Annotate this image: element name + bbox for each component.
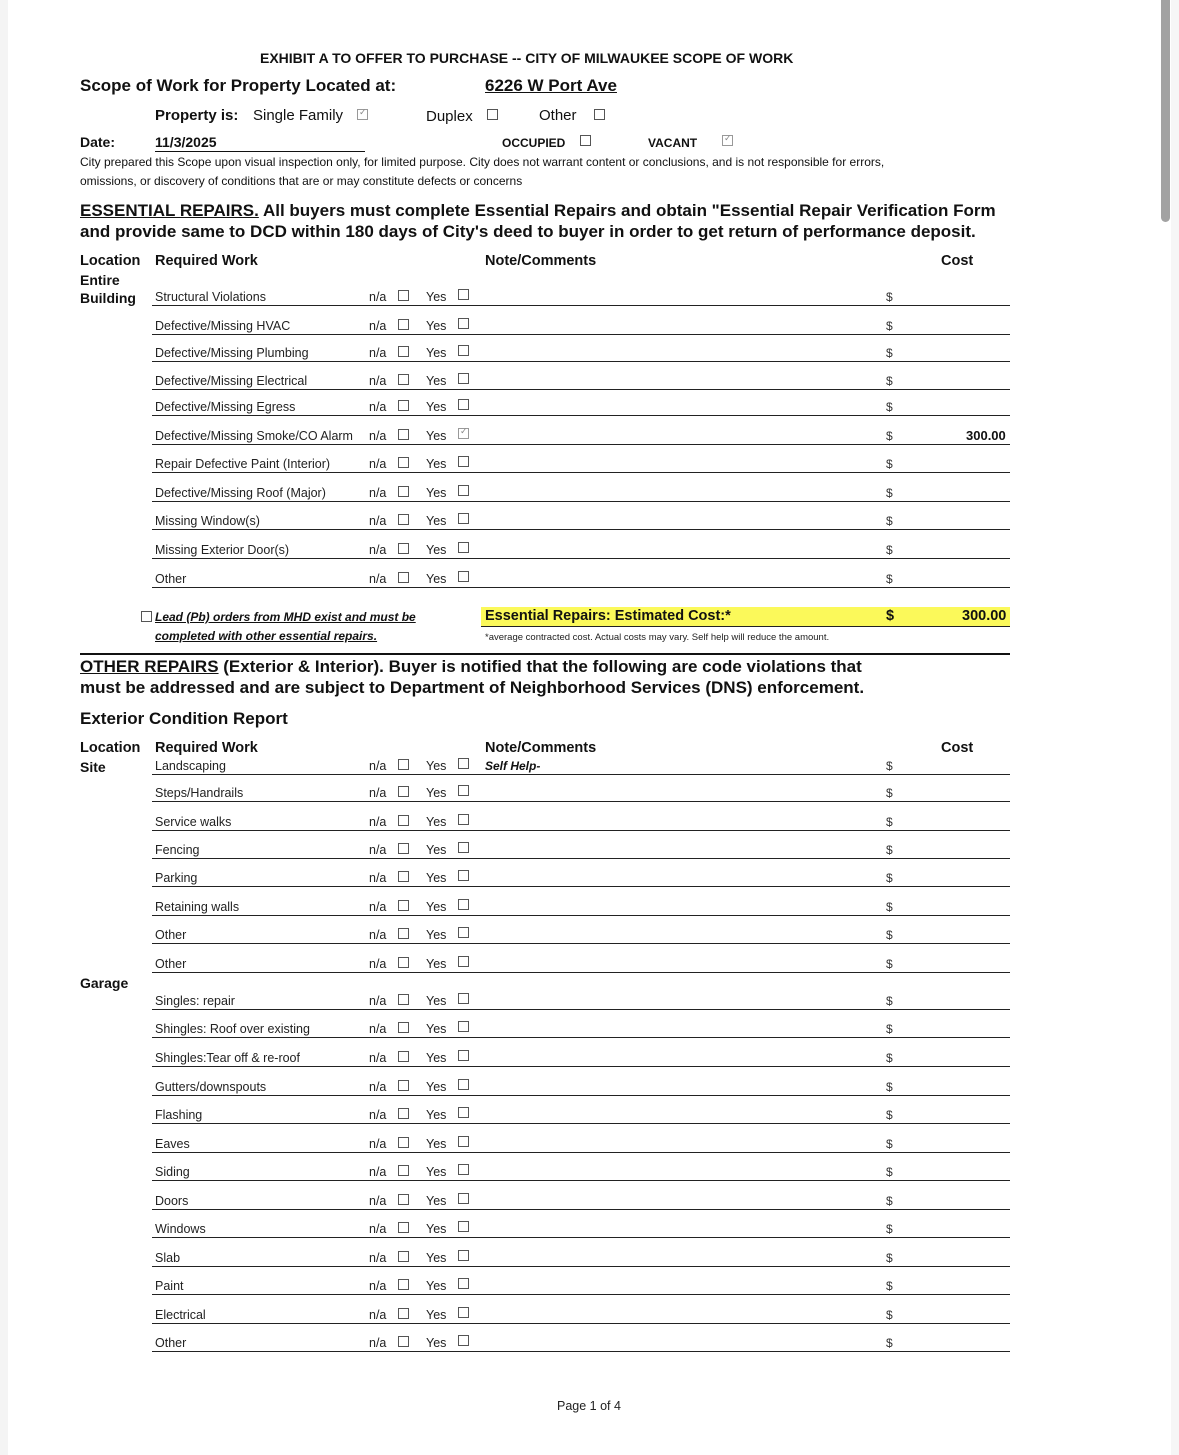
cost-currency: $ xyxy=(886,346,893,360)
essential-repairs-heading-line-2: and provide same to DCD within 180 days of City's deed to buyer in order to get return of performance deposit. xyxy=(80,222,976,241)
yes-label: Yes xyxy=(426,1308,447,1322)
cost-currency: $ xyxy=(886,1051,893,1065)
ext-col-location: Location xyxy=(80,740,141,756)
na-label: n/a xyxy=(369,928,387,942)
row-underline xyxy=(152,501,1010,502)
cost-currency: $ xyxy=(886,290,893,304)
other-repairs-title: OTHER REPAIRS xyxy=(80,657,219,676)
yes-label: Yes xyxy=(426,815,447,829)
yes-label: Yes xyxy=(426,374,447,388)
other-property-checkbox[interactable] xyxy=(594,109,605,120)
yes-label: Yes xyxy=(426,1279,447,1293)
na-label: n/a xyxy=(369,1308,387,1322)
required-work-label: Service walks xyxy=(155,815,232,829)
na-label: n/a xyxy=(369,843,387,857)
row-underline xyxy=(152,915,1010,916)
yes-checkbox[interactable] xyxy=(458,1221,469,1232)
na-checkbox[interactable] xyxy=(398,786,409,797)
option-single-family-label: Single Family xyxy=(253,107,344,124)
row-underline xyxy=(152,972,1010,973)
required-work-label: Missing Exterior Door(s) xyxy=(155,543,290,557)
yes-checkbox[interactable] xyxy=(458,870,469,881)
yes-checkbox[interactable] xyxy=(458,1164,469,1175)
yes-checkbox[interactable] xyxy=(458,318,469,329)
yes-label: Yes xyxy=(426,786,447,800)
required-work-label: Steps/Handrails xyxy=(155,786,244,800)
row-underline xyxy=(152,1351,1010,1352)
yes-checkbox[interactable] xyxy=(458,1021,469,1032)
estimated-cost-currency: $ xyxy=(886,608,895,624)
row-underline xyxy=(152,1209,1010,1210)
na-checkbox[interactable] xyxy=(398,1022,409,1033)
row-underline xyxy=(152,1009,1010,1010)
yes-label: Yes xyxy=(426,486,447,500)
na-checkbox[interactable] xyxy=(398,1194,409,1205)
na-checkbox[interactable] xyxy=(398,1108,409,1119)
na-checkbox[interactable] xyxy=(398,1137,409,1148)
yes-label: Yes xyxy=(426,1108,447,1122)
na-checkbox[interactable] xyxy=(398,1308,409,1319)
ext-col-required-work: Required Work xyxy=(155,740,258,756)
na-label: n/a xyxy=(369,900,387,914)
cost-currency: $ xyxy=(886,1251,893,1265)
yes-checkbox[interactable] xyxy=(458,571,469,582)
yes-label: Yes xyxy=(426,957,447,971)
row-underline xyxy=(152,444,1010,445)
cost-currency: $ xyxy=(886,1080,893,1094)
option-other-label: Other xyxy=(539,107,577,124)
na-checkbox[interactable] xyxy=(398,457,409,468)
required-work-label: Repair Defective Paint (Interior) xyxy=(155,457,331,471)
location-garage: Garage xyxy=(80,975,129,991)
essential-repairs-text: All buyers must complete Essential Repairs and obtain "Essential Repair Verification Form xyxy=(258,201,996,220)
location-building: Building xyxy=(80,290,136,306)
cost-currency: $ xyxy=(886,928,893,942)
na-checkbox[interactable] xyxy=(398,290,409,301)
na-label: n/a xyxy=(369,1222,387,1236)
row-underline xyxy=(152,1123,1010,1124)
cost-currency: $ xyxy=(886,1279,893,1293)
na-label: n/a xyxy=(369,374,387,388)
required-work-label: Windows xyxy=(155,1222,206,1236)
cost-currency: $ xyxy=(886,400,893,414)
yes-checkbox[interactable] xyxy=(458,289,469,300)
na-label: n/a xyxy=(369,290,387,304)
exterior-condition-title: Exterior Condition Report xyxy=(80,709,288,728)
row-underline xyxy=(152,1180,1010,1181)
na-label: n/a xyxy=(369,1108,387,1122)
required-work-label: Siding xyxy=(155,1165,190,1179)
required-work-label: Landscaping xyxy=(155,759,226,773)
na-label: n/a xyxy=(369,786,387,800)
na-label: n/a xyxy=(369,1336,387,1350)
required-work-label: Electrical xyxy=(155,1308,206,1322)
na-checkbox[interactable] xyxy=(398,346,409,357)
ext-col-notes: Note/Comments xyxy=(485,740,597,756)
na-label: n/a xyxy=(369,1051,387,1065)
na-label: n/a xyxy=(369,1080,387,1094)
property-address: 6226 W Port Ave xyxy=(485,76,617,95)
na-checkbox[interactable] xyxy=(398,400,409,411)
yes-checkbox[interactable] xyxy=(458,842,469,853)
na-checkbox[interactable] xyxy=(398,759,409,770)
lead-note-line-2: completed with other essential repairs. xyxy=(155,629,378,643)
na-checkbox[interactable] xyxy=(398,928,409,939)
na-label: n/a xyxy=(369,543,387,557)
na-label: n/a xyxy=(369,1194,387,1208)
required-work-label: Doors xyxy=(155,1194,189,1208)
disclaimer-line-1: City prepared this Scope upon visual inspection only, for limited purpose. City does not warrant content or conclusions, and is not responsible for errors, xyxy=(80,155,885,169)
yes-checkbox[interactable] xyxy=(458,542,469,553)
essential-repairs-heading-line-1 xyxy=(80,200,996,221)
row-underline xyxy=(152,415,1010,416)
duplex-checkbox[interactable] xyxy=(487,109,498,120)
row-underline xyxy=(152,858,1010,859)
cost-currency: $ xyxy=(886,759,893,773)
na-checkbox[interactable] xyxy=(398,543,409,554)
na-checkbox[interactable] xyxy=(398,429,409,440)
yes-label: Yes xyxy=(426,1165,447,1179)
required-work-label: Defective/Missing Plumbing xyxy=(155,346,309,360)
section-divider xyxy=(80,653,1010,655)
yes-label: Yes xyxy=(426,346,447,360)
row-underline xyxy=(152,305,1010,306)
yes-checkbox[interactable] xyxy=(458,1136,469,1147)
row-underline xyxy=(152,774,1010,775)
cost-currency: $ xyxy=(886,1108,893,1122)
exhibit-title: EXHIBIT A TO OFFER TO PURCHASE -- CITY OF MILWAUKEE SCOPE OF WORK xyxy=(260,50,794,66)
na-label: n/a xyxy=(369,486,387,500)
na-checkbox[interactable] xyxy=(398,1165,409,1176)
na-label: n/a xyxy=(369,1279,387,1293)
required-work-label: Singles: repair xyxy=(155,994,235,1008)
required-work-label: Other xyxy=(155,957,187,971)
estimated-cost-label: Essential Repairs: Estimated Cost:* xyxy=(485,608,731,624)
other-repairs-heading-line-2: must be addressed and are subject to Department of Neighborhood Services (DNS) enforcement. xyxy=(80,678,865,697)
na-label: n/a xyxy=(369,759,387,773)
cost-currency: $ xyxy=(886,957,893,971)
col-notes: Note/Comments xyxy=(485,253,597,269)
yes-label: Yes xyxy=(426,290,447,304)
yes-label: Yes xyxy=(426,843,447,857)
yes-checkbox[interactable] xyxy=(458,1050,469,1061)
cost-currency: $ xyxy=(886,486,893,500)
cost-currency: $ xyxy=(886,1222,893,1236)
yes-label: Yes xyxy=(426,1137,447,1151)
row-underline xyxy=(152,1237,1010,1238)
required-work-label: Eaves xyxy=(155,1137,190,1151)
row-underline xyxy=(152,389,1010,390)
yes-label: Yes xyxy=(426,319,447,333)
yes-checkbox[interactable] xyxy=(458,456,469,467)
row-underline xyxy=(152,1095,1010,1096)
cost-currency: $ xyxy=(886,374,893,388)
required-work-label: Paint xyxy=(155,1279,184,1293)
required-work-label: Shingles: Roof over existing xyxy=(155,1022,310,1036)
required-work-label: Gutters/downspouts xyxy=(155,1080,267,1094)
lead-note-line-1: Lead (Pb) orders from MHD exist and must be xyxy=(155,610,416,624)
yes-label: Yes xyxy=(426,1080,447,1094)
yes-label: Yes xyxy=(426,429,447,443)
na-label: n/a xyxy=(369,514,387,528)
cost-currency: $ xyxy=(886,1194,893,1208)
yes-checkbox[interactable] xyxy=(458,956,469,967)
yes-label: Yes xyxy=(426,1022,447,1036)
yes-label: Yes xyxy=(426,1051,447,1065)
na-checkbox[interactable] xyxy=(398,1336,409,1347)
cost-currency: $ xyxy=(886,1137,893,1151)
estimated-cost-footnote: *average contracted cost. Actual costs may vary. Self help will reduce the amount. xyxy=(485,632,830,643)
yes-label: Yes xyxy=(426,457,447,471)
vacant-label: VACANT xyxy=(648,136,698,150)
yes-checkbox[interactable] xyxy=(458,1335,469,1346)
date-label: Date: xyxy=(80,134,116,150)
required-work-label: Slab xyxy=(155,1251,181,1265)
na-label: n/a xyxy=(369,346,387,360)
na-checkbox[interactable] xyxy=(398,486,409,497)
location-site: Site xyxy=(80,759,106,775)
required-work-label: Other xyxy=(155,1336,187,1350)
row-underline xyxy=(152,361,1010,362)
required-work-label: Other xyxy=(155,572,187,586)
row-underline xyxy=(152,1266,1010,1267)
required-work-label: Parking xyxy=(155,871,198,885)
row-underline xyxy=(152,1294,1010,1295)
yes-label: Yes xyxy=(426,514,447,528)
na-label: n/a xyxy=(369,429,387,443)
note-comment[interactable]: Self Help- xyxy=(485,759,541,773)
other-repairs-heading-line-1 xyxy=(80,656,862,677)
na-label: n/a xyxy=(369,1022,387,1036)
estimated-cost-total: 300.00 xyxy=(962,608,1007,624)
na-checkbox[interactable] xyxy=(398,319,409,330)
na-checkbox[interactable] xyxy=(398,957,409,968)
na-checkbox[interactable] xyxy=(398,900,409,911)
property-is-label: Property is: xyxy=(155,107,239,124)
na-checkbox[interactable] xyxy=(398,572,409,583)
row-underline xyxy=(152,1037,1010,1038)
cost-currency: $ xyxy=(886,786,893,800)
yes-checkbox[interactable] xyxy=(458,1250,469,1261)
na-label: n/a xyxy=(369,572,387,586)
yes-checkbox[interactable] xyxy=(458,485,469,496)
required-work-label: Flashing xyxy=(155,1108,203,1122)
cost-currency: $ xyxy=(886,815,893,829)
yes-checkbox[interactable] xyxy=(458,814,469,825)
option-duplex-label: Duplex xyxy=(426,108,473,125)
required-work-label: Missing Window(s) xyxy=(155,514,260,528)
yes-checkbox[interactable] xyxy=(458,1079,469,1090)
row-underline xyxy=(152,1152,1010,1153)
na-checkbox[interactable] xyxy=(398,1051,409,1062)
required-work-label: Other xyxy=(155,928,187,942)
yes-checkbox[interactable] xyxy=(458,785,469,796)
na-checkbox[interactable] xyxy=(398,871,409,882)
col-location: Location xyxy=(80,253,141,269)
col-cost: Cost xyxy=(941,253,974,269)
col-required-work: Required Work xyxy=(155,253,258,269)
cost-currency: $ xyxy=(886,1308,893,1322)
required-work-label: Defective/Missing Egress xyxy=(155,400,296,414)
yes-checkbox[interactable] xyxy=(458,1193,469,1204)
row-underline xyxy=(152,529,1010,530)
cost-currency: $ xyxy=(886,319,893,333)
yes-label: Yes xyxy=(426,928,447,942)
cost-currency: $ xyxy=(886,843,893,857)
yes-label: Yes xyxy=(426,994,447,1008)
cost-currency: $ xyxy=(886,457,893,471)
single-family-checkbox[interactable] xyxy=(357,109,368,120)
other-repairs-text: (Exterior & Interior). Buyer is notified that the following are code violations that xyxy=(218,657,862,676)
yes-checkbox[interactable] xyxy=(458,513,469,524)
row-underline xyxy=(152,801,1010,802)
page-indicator: Page 1 of 4 xyxy=(557,1399,621,1413)
yes-label: Yes xyxy=(426,759,447,773)
location-entire: Entire xyxy=(80,272,120,288)
cost-currency: $ xyxy=(886,1165,893,1179)
na-label: n/a xyxy=(369,957,387,971)
na-checkbox[interactable] xyxy=(398,1279,409,1290)
required-work-label: Fencing xyxy=(155,843,200,857)
scope-label: Scope of Work for Property Located at: xyxy=(80,76,397,95)
cost-value[interactable]: 300.00 xyxy=(966,428,1006,443)
cost-currency: $ xyxy=(886,572,893,586)
na-label: n/a xyxy=(369,400,387,414)
yes-label: Yes xyxy=(426,871,447,885)
na-label: n/a xyxy=(369,1137,387,1151)
na-checkbox[interactable] xyxy=(398,1222,409,1233)
row-underline xyxy=(152,886,1010,887)
row-underline xyxy=(152,558,1010,559)
yes-label: Yes xyxy=(426,1336,447,1350)
cost-currency: $ xyxy=(886,429,893,443)
row-underline xyxy=(152,587,1010,588)
row-underline xyxy=(152,1066,1010,1067)
yes-checkbox[interactable] xyxy=(458,399,469,410)
yes-checkbox[interactable] xyxy=(458,1107,469,1118)
row-underline xyxy=(152,334,1010,335)
na-label: n/a xyxy=(369,994,387,1008)
na-checkbox[interactable] xyxy=(398,994,409,1005)
yes-label: Yes xyxy=(426,1251,447,1265)
na-label: n/a xyxy=(369,457,387,471)
yes-checkbox[interactable] xyxy=(458,345,469,356)
row-underline xyxy=(152,830,1010,831)
cost-currency: $ xyxy=(886,514,893,528)
yes-checkbox[interactable] xyxy=(458,1278,469,1289)
na-checkbox[interactable] xyxy=(398,1251,409,1262)
yes-checkbox[interactable] xyxy=(458,993,469,1004)
yes-checkbox[interactable] xyxy=(458,1307,469,1318)
cost-currency: $ xyxy=(886,871,893,885)
scrollbar-track[interactable] xyxy=(1171,0,1179,1455)
na-checkbox[interactable] xyxy=(398,514,409,525)
cost-currency: $ xyxy=(886,994,893,1008)
occupied-label: OCCUPIED xyxy=(502,136,566,150)
cost-currency: $ xyxy=(886,543,893,557)
yes-checkbox[interactable] xyxy=(458,373,469,384)
na-label: n/a xyxy=(369,1165,387,1179)
na-checkbox[interactable] xyxy=(398,815,409,826)
cost-currency: $ xyxy=(886,900,893,914)
na-label: n/a xyxy=(369,1251,387,1265)
yes-checkbox[interactable] xyxy=(458,899,469,910)
lead-orders-checkbox[interactable] xyxy=(141,611,152,622)
na-label: n/a xyxy=(369,815,387,829)
na-checkbox[interactable] xyxy=(398,1080,409,1091)
ext-col-cost: Cost xyxy=(941,740,974,756)
yes-label: Yes xyxy=(426,900,447,914)
required-work-label: Defective/Missing Electrical xyxy=(155,374,308,388)
na-label: n/a xyxy=(369,319,387,333)
na-checkbox[interactable] xyxy=(398,374,409,385)
cost-currency: $ xyxy=(886,1336,893,1350)
na-checkbox[interactable] xyxy=(398,843,409,854)
yes-label: Yes xyxy=(426,572,447,586)
yes-checkbox[interactable] xyxy=(458,758,469,769)
vacant-checkbox[interactable] xyxy=(722,135,733,146)
required-work-label: Shingles:Tear off & re-roof xyxy=(155,1051,300,1065)
required-work-label: Structural Violations xyxy=(155,290,266,304)
yes-label: Yes xyxy=(426,400,447,414)
required-work-label: Defective/Missing Roof (Major) xyxy=(155,486,326,500)
date-field[interactable]: 11/3/2025 xyxy=(155,134,365,152)
yes-label: Yes xyxy=(426,543,447,557)
disclaimer-line-2: omissions, or discovery of conditions that are or may constitute defects or concerns xyxy=(80,174,523,188)
cost-currency: $ xyxy=(886,1022,893,1036)
essential-repairs-title: ESSENTIAL REPAIRS. xyxy=(80,201,259,220)
row-underline xyxy=(152,943,1010,944)
row-underline xyxy=(152,472,1010,473)
required-work-label: Retaining walls xyxy=(155,900,240,914)
required-work-label: Defective/Missing HVAC xyxy=(155,319,291,333)
required-work-label: Defective/Missing Smoke/CO Alarm xyxy=(155,429,353,443)
occupied-checkbox[interactable] xyxy=(580,135,591,146)
yes-label: Yes xyxy=(426,1194,447,1208)
scrollbar-thumb[interactable] xyxy=(1161,0,1170,222)
yes-checkbox[interactable] xyxy=(458,927,469,938)
row-underline xyxy=(152,1323,1010,1324)
yes-label: Yes xyxy=(426,1222,447,1236)
yes-checkbox[interactable] xyxy=(458,428,469,439)
na-label: n/a xyxy=(369,871,387,885)
